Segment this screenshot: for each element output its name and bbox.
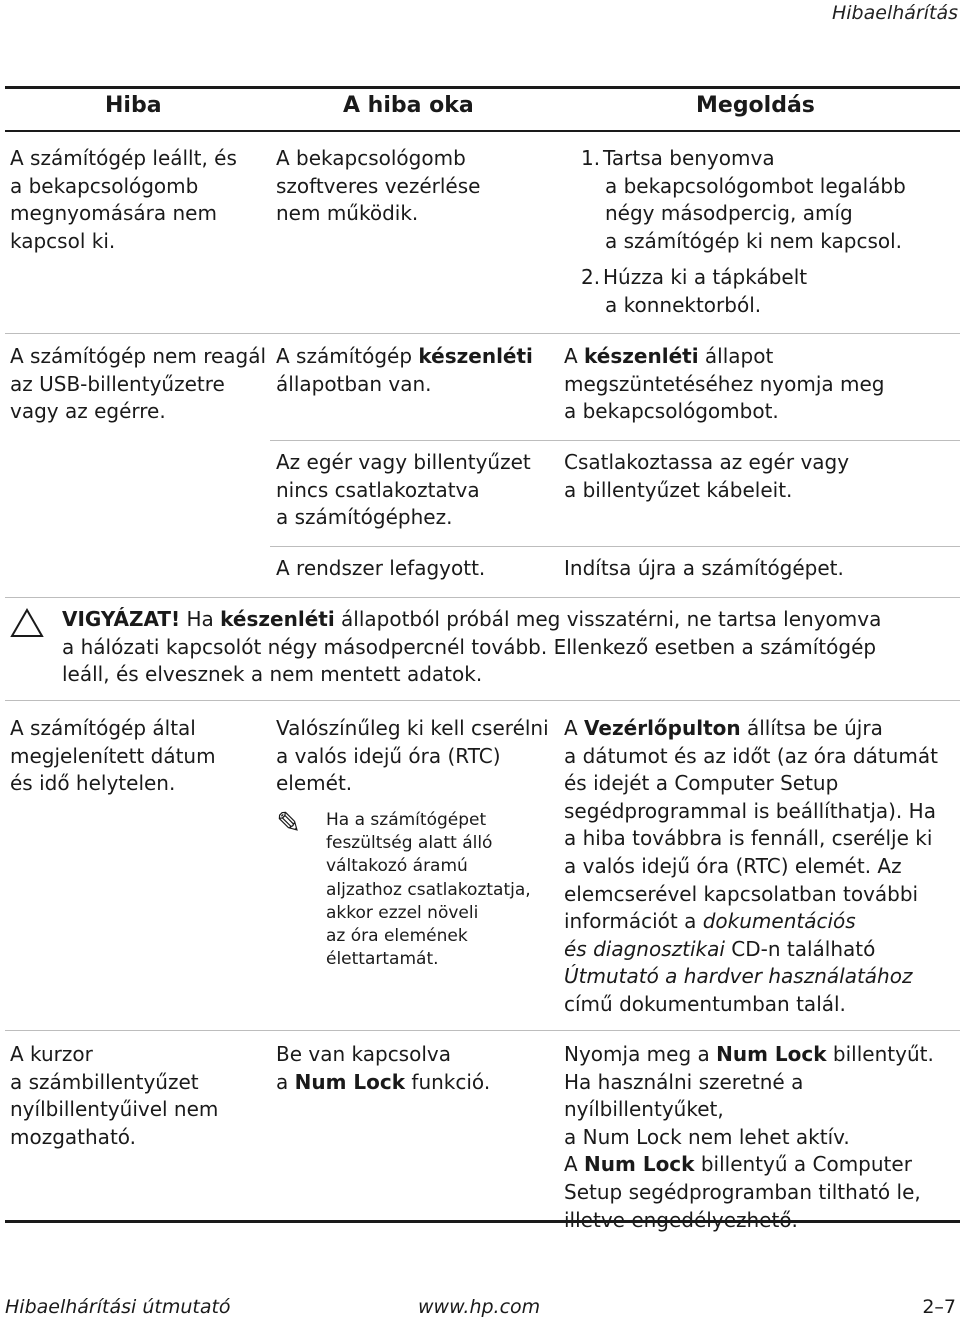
- row-divider: [5, 333, 960, 334]
- note-pencil-icon: ✎: [276, 806, 302, 841]
- row1-solution: 1. Tartsa benyomva a bekapcsológombot legalább négy másodpercig, amíg a számítógép ki nem kapcsol. 2. Húzza ki a tápkábelt a konnektorból.: [581, 146, 906, 317]
- row3-solution: Csatlakoztassa az egér vagy a billentyűzet kábeleit.: [564, 450, 850, 502]
- row5-solution: A Vezérlőpulton állítsa be újra a dátumot és az időt (az óra dátumát és idejét a Computer Setup segédprogrammal is beállíthatja). Ha a hiba továbbra is fennáll, cserélje ki a valós idejű óra (RTC) elemét. Az elemcserével kapcsolatban további információt a dokumentációs és diagnosztikai CD-n található Útmutató a hardver használatához című dokumentumban talál.: [564, 716, 938, 1016]
- row5-problem: A számítógép által megjelenített dátum és idő helytelen.: [10, 716, 216, 796]
- col-header-solution: Megoldás: [696, 93, 815, 118]
- row2-problem: A számítógép nem reagál az USB-billentyűzetre vagy az egérre.: [10, 344, 267, 424]
- row4-solution: Indítsa újra a számítógépet.: [564, 556, 844, 580]
- row4-cause: A rendszer lefagyott.: [276, 556, 486, 580]
- row-divider: [270, 546, 960, 547]
- row-divider: [5, 1030, 960, 1031]
- row2-cause: A számítógép készenléti állapotban van.: [276, 344, 533, 396]
- caution-notice: VIGYÁZAT! Ha készenléti állapotból próbál meg visszatérni, ne tartsa lenyomva a hálózati kapcsolót négy másodpercnél tovább. Ellenkező esetben a számítógép leáll, és elvesznek a nem mentett adatok.: [62, 607, 882, 687]
- row1-problem: A számítógép leállt, és a bekapcsológomb megnyomására nem kapcsol ki.: [10, 146, 237, 253]
- row6-problem: A kurzor a számbillentyűzet nyílbillentyűivel nem mozgatható.: [10, 1042, 219, 1149]
- row6-cause: Be van kapcsolva a Num Lock funkció.: [276, 1042, 491, 1094]
- col-header-problem: Hiba: [105, 93, 162, 118]
- row3-cause: Az egér vagy billentyűzet nincs csatlakoztatva a számítógéphez.: [276, 450, 531, 530]
- top-rule: [5, 86, 960, 89]
- row-divider: [270, 440, 960, 441]
- row5-note: Ha a számítógépet feszültség alatt álló váltakozó áramú aljzathoz csatlakoztatja, akkor ezzel növeli az óra elemének élettartamát.: [326, 810, 531, 970]
- row-divider: [5, 700, 960, 701]
- col-header-cause: A hiba oka: [343, 93, 474, 118]
- row6-solution: Nyomja meg a Num Lock billentyűt. Ha használni szeretné a nyílbillentyűket, a Num Lock nem lehet aktív. A Num Lock billentyű a Computer Setup segédprogramban tiltható le,: [564, 1042, 934, 1204]
- row5-cause: Valószínűleg ki kell cserélni a valós idejű óra (RTC) elemét.: [276, 716, 549, 796]
- header-rule: [5, 130, 960, 132]
- row2-solution: A készenléti állapot megszüntetéséhez nyomja meg a bekapcsológombot.: [564, 344, 885, 424]
- bottom-rule: [5, 1220, 960, 1223]
- warning-triangle-icon: [10, 608, 44, 638]
- row1-cause: A bekapcsológomb szoftveres vezérlése nem működik.: [276, 146, 481, 226]
- row-divider: [5, 597, 960, 598]
- footer-left: Hibaelhárítási útmutató: [5, 1296, 231, 1318]
- running-header: Hibaelhárítás: [831, 2, 958, 24]
- page-number: 2–7: [922, 1296, 956, 1318]
- footer-url: www.hp.com: [418, 1296, 541, 1318]
